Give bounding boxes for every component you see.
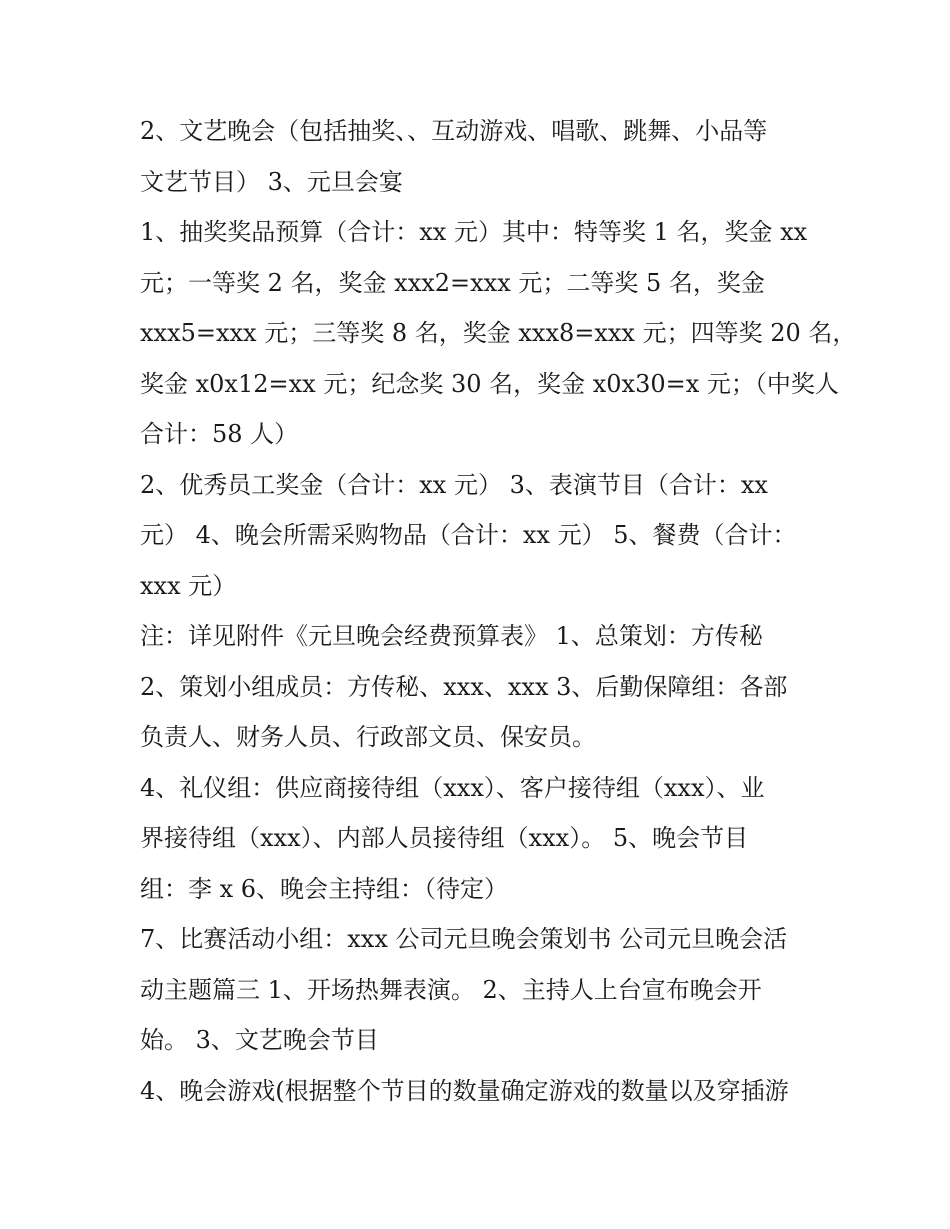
text-line: 合计：58 人） — [140, 420, 299, 448]
text-line: 界接待组（xxx）、内部人员接待组（xxx）。 5、晚会节目 — [140, 824, 749, 852]
text-line: 元；一等奖 2 名，奖金 xxx2=xxx 元；二等奖 5 名，奖金 — [140, 268, 765, 297]
text-line: 奖金 x0x12=xx 元；纪念奖 30 名，奖金 x0x30=x 元；（中奖人 — [140, 369, 839, 398]
text-line: 注：详见附件《元旦晚会经费预算表》 1、总策划：方传秘 — [140, 622, 763, 650]
text-line: 2、优秀员工奖金（合计：xx 元） 3、表演节目（合计：xx — [140, 470, 768, 499]
text-line: 2、文艺晚会（包括抽奖、、互动游戏、唱歌、跳舞、小品等 — [140, 117, 768, 145]
body-text — [140, 106, 857, 1116]
text-line: 负责人、财务人员、行政部文员、保安员。 — [140, 723, 596, 751]
text-line: xxx 元） — [140, 571, 237, 600]
text-line: 文艺节目） 3、元旦会宴 — [140, 167, 403, 196]
text-line: 元） 4、晚会所需采购物品（合计：xx 元） 5、餐费（合计： — [140, 521, 797, 549]
text-line: 4、晚会游戏(根据整个节目的数量确定游戏的数量以及穿插游 — [140, 1076, 789, 1105]
text-line: 4、礼仪组：供应商接待组（xxx）、客户接待组（xxx）、业 — [140, 773, 765, 802]
text-line: 1、抽奖奖品预算（合计：xx 元）其中：特等奖 1 名，奖金 xx — [140, 218, 808, 246]
text-line: 动主题篇三 1、开场热舞表演。 2、主持人上台宣布晚会开 — [140, 975, 762, 1004]
text-line: 7、比赛活动小组：xxx 公司元旦晚会策划书 公司元旦晚会活 — [140, 925, 788, 953]
text-line: xxx5=xxx 元；三等奖 8 名，奖金 xxx8=xxx 元；四等奖 20 名， — [140, 319, 857, 347]
text-line: 组：李 x 6、晚会主持组：（待定） — [140, 874, 509, 903]
text-line: 始。 3、文艺晚会节目 — [140, 1026, 379, 1054]
text-line: 2、策划小组成员：方传秘、xxx、xxx 3、后勤保障组：各部 — [140, 672, 788, 701]
